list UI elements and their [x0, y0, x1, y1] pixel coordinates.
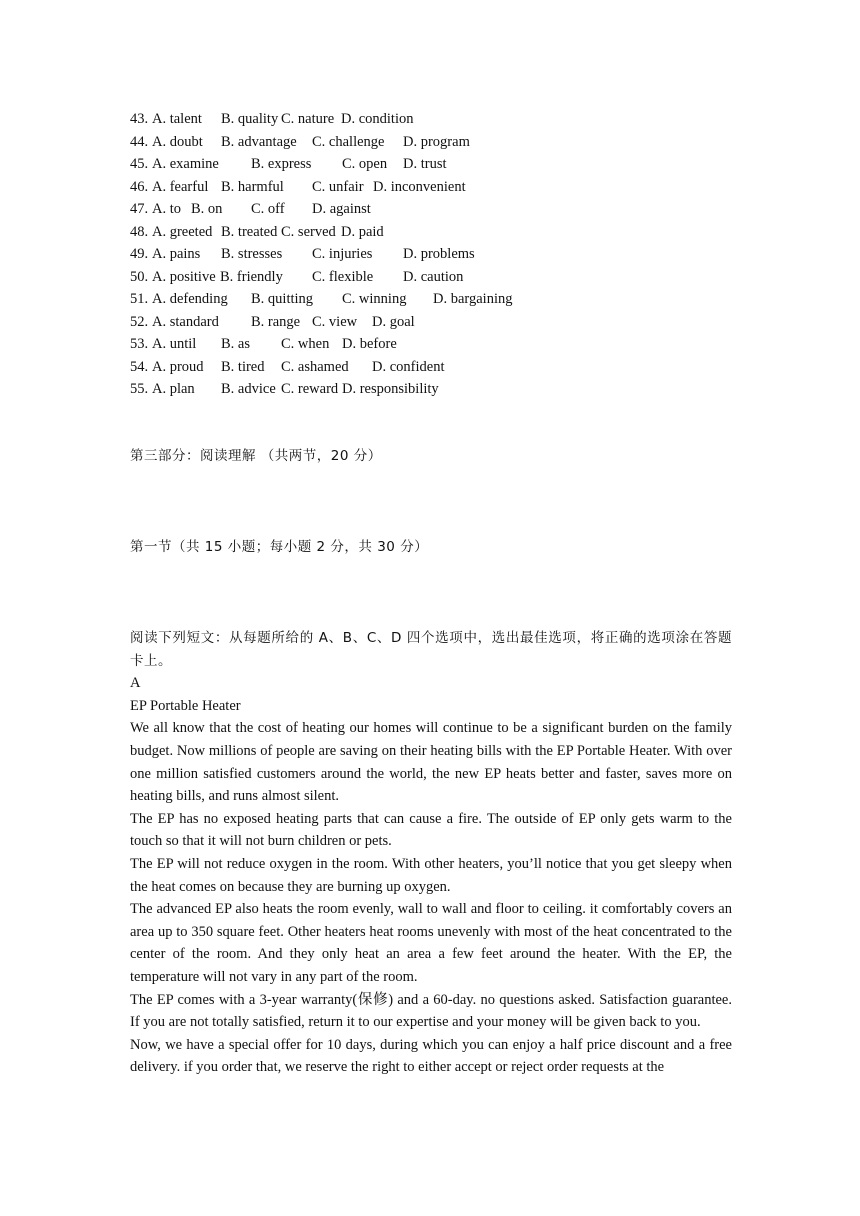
paragraph: The EP will not reduce oxygen in the room. With other heaters, you’ll notice that you get sleepy when the heat comes on because they are burning up oxygen.	[130, 855, 732, 895]
question-number: 43.	[130, 111, 149, 127]
question-number: 47.	[130, 201, 149, 217]
question-number: 50.	[130, 268, 149, 285]
option-c: C. challenge	[312, 133, 385, 150]
option-d: D. program	[403, 133, 470, 150]
question-number: 52.	[130, 313, 149, 330]
paragraph: Now, we have a special offer for 10 days, during which you can enjoy a half price discount and a free delivery. if you order that, we reserve the right to either accept or reject order requests at the	[130, 1036, 732, 1076]
option-a: A. talent	[152, 111, 202, 127]
option-a: A. doubt	[152, 133, 203, 150]
option-c: C. open	[342, 156, 388, 172]
paragraph: We all know that the cost of heating our homes will continue to be a significant burden on the family budget. Now millions of people are saving on their heating bills with the EP Portable Heater. With over one million satisfied customers around the world, the new EP heats better and faster, saves more on heating bills, and runs almost silent.	[130, 720, 732, 805]
question-row	[130, 108, 732, 131]
option-c: C. ashamed	[281, 358, 349, 375]
part-three-heading: 第三部分：阅读理解 （共两节，20 分）	[130, 448, 382, 464]
option-b: B. friendly	[220, 268, 283, 285]
question-number: 51.	[130, 291, 149, 307]
option-b: B. quality	[221, 111, 279, 127]
option-a: A. examine	[152, 156, 219, 172]
question-list	[130, 108, 732, 401]
option-d: D. before	[342, 336, 397, 352]
paragraph: The advanced EP also heats the room evenly, wall to wall and floor to ceiling. it comfortably covers an area up to 350 square feet. Other heaters heat rooms unevenly with most of the heat concentrated to the center of the room. And they only heat an area a few feet around the heater. With the EP, the temperature will not vary in any part of the room.	[130, 901, 732, 985]
option-d: D. trust	[403, 156, 447, 172]
option-b: B. advantage	[221, 133, 297, 150]
option-a: A. positive	[152, 268, 216, 285]
instructions: 阅读下列短文：从每题所给的 A、B、C、D 四个选项中，选出最佳选项，将正确的选项涂在答题卡上。	[130, 630, 732, 669]
option-b: B. express	[251, 156, 312, 172]
question-number: 49.	[130, 246, 149, 262]
option-a: A. until	[152, 336, 197, 352]
question-number: 44.	[130, 133, 149, 150]
question-row	[130, 221, 732, 244]
question-row	[130, 311, 732, 334]
question-number: 45.	[130, 156, 149, 172]
question-row	[130, 333, 732, 356]
option-d: D. against	[312, 201, 371, 217]
option-b: B. advice	[221, 381, 276, 397]
option-c: C. flexible	[312, 268, 374, 285]
question-number: 53.	[130, 336, 149, 352]
option-d: D. goal	[372, 313, 415, 330]
option-c: C. served	[281, 223, 336, 240]
question-row	[130, 176, 732, 199]
option-c: C. view	[312, 313, 358, 330]
option-d: D. responsibility	[342, 381, 439, 397]
option-b: B. range	[251, 313, 301, 330]
option-b: B. as	[221, 336, 250, 352]
option-a: A. defending	[152, 291, 228, 307]
question-number: 55.	[130, 381, 149, 397]
option-a: A. pains	[152, 246, 201, 262]
question-number: 46.	[130, 178, 149, 195]
option-b: B. on	[191, 201, 223, 217]
option-d: D. confident	[372, 358, 445, 375]
option-c: C. injuries	[312, 246, 373, 262]
section-one-heading: 第一节（共 15 小题；每小题 2 分，共 30 分）	[130, 539, 429, 555]
question-row	[130, 288, 732, 311]
option-d: D. inconvenient	[373, 178, 466, 195]
option-b: B. quitting	[251, 291, 314, 307]
question-row	[130, 198, 732, 221]
question-number: 48.	[130, 223, 149, 240]
option-a: A. to	[152, 201, 181, 217]
option-c: C. reward	[281, 381, 339, 397]
option-a: A. proud	[152, 358, 204, 375]
option-a: A. fearful	[152, 178, 209, 195]
option-d: D. bargaining	[433, 291, 513, 307]
option-d: D. condition	[341, 111, 414, 127]
option-d: D. paid	[341, 223, 384, 240]
question-row	[130, 266, 732, 289]
reading-section	[130, 627, 732, 1079]
option-c: C. nature	[281, 111, 335, 127]
option-a: A. plan	[152, 381, 195, 397]
option-c: C. when	[281, 336, 330, 352]
question-row	[130, 243, 732, 266]
passage-label: A	[130, 675, 141, 692]
option-d: D. problems	[403, 246, 475, 262]
question-row	[130, 378, 732, 401]
question-number: 54.	[130, 358, 149, 375]
passage-title: EP Portable Heater	[130, 697, 241, 714]
option-b: B. stresses	[221, 246, 283, 262]
paragraph: The EP has no exposed heating parts that can cause a fire. The outside of EP only gets warm to the touch so that it will not burn children or pets.	[130, 810, 732, 850]
option-c: C. off	[251, 201, 285, 217]
option-b: B. treated	[221, 223, 278, 240]
option-d: D. caution	[403, 268, 464, 285]
option-a: A. greeted	[152, 223, 213, 240]
option-a: A. standard	[152, 313, 219, 330]
question-row	[130, 356, 732, 379]
question-row	[130, 131, 732, 154]
option-b: B. tired	[221, 358, 265, 375]
question-row	[130, 153, 732, 176]
paragraph: The EP comes with a 3-year warranty(保修) and a 60-day. no questions asked. Satisfaction guarantee. If you are not totally satisfied, return it to our expertise and your money will be given back to you.	[130, 991, 732, 1031]
option-c: C. winning	[342, 291, 407, 307]
option-c: C. unfair	[312, 178, 364, 195]
option-b: B. harmful	[221, 178, 284, 195]
